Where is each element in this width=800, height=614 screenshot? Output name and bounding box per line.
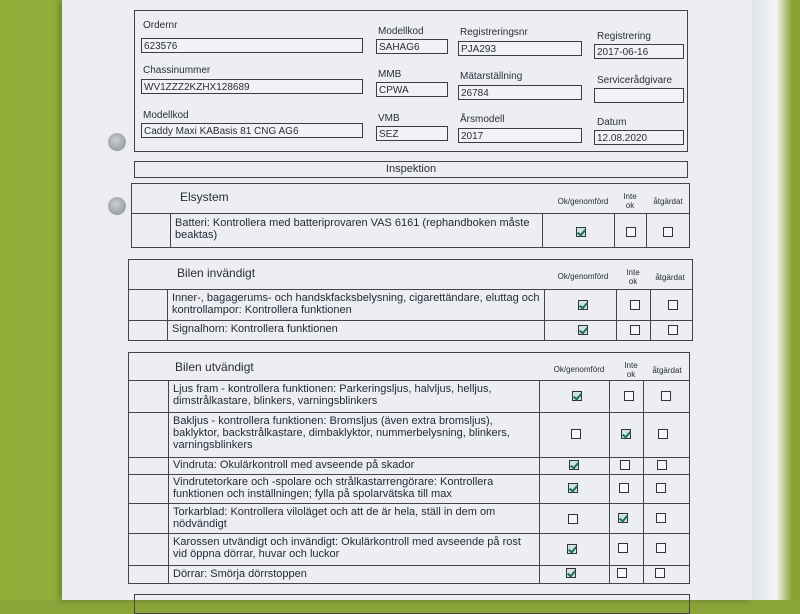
- paper-edge: [752, 0, 792, 600]
- inte-ok-checkbox[interactable]: [618, 513, 628, 523]
- atgardat-checkbox[interactable]: [663, 227, 673, 237]
- chassinummer-label: Chassinummer: [143, 65, 211, 76]
- ok-checkbox[interactable]: [576, 227, 586, 237]
- modellkod-field: SAHAG6: [376, 39, 448, 54]
- modellkod2-label: Modellkod: [143, 110, 189, 121]
- regnr-label: Registreringsnr: [460, 27, 528, 38]
- section-title-invandigt: Bilen invändigt: [177, 266, 256, 280]
- col-ok-header: Ok/genomförd: [557, 197, 609, 206]
- registrering-label: Registrering: [597, 31, 651, 42]
- ordernr-label: Ordernr: [143, 20, 178, 31]
- atgardat-checkbox[interactable]: [656, 513, 666, 523]
- list-item: Bakljus - kontrollera funktionen: Bromsljus (även extra bromsljus), baklyktor, backstrålkastare, dimbaklyktor, nummerbelysning, blinkers, varningsblinkers: [173, 415, 510, 451]
- registrering-field: 2017-06-16: [594, 44, 684, 59]
- ok-checkbox[interactable]: [578, 325, 588, 335]
- arsmodell-field: 2017: [458, 128, 582, 143]
- col-ok-header: Ok/genomförd: [557, 272, 609, 281]
- section-title-utvandigt: Bilen utvändigt: [175, 360, 254, 374]
- col-atgardat-header: åtgärdat: [655, 273, 685, 282]
- inte-ok-checkbox[interactable]: [620, 460, 630, 470]
- list-item: Inner-, bagagerums- och handskfacksbelysning, cigarettändare, eluttag och kontrollampor: Kontrollera funktionen: [172, 292, 540, 316]
- modellkod-label: Modellkod: [378, 26, 424, 37]
- vmb-field: SEZ: [376, 126, 448, 141]
- atgardat-checkbox[interactable]: [658, 429, 668, 439]
- list-item: Torkarblad: Kontrollera viloläget och att de är hela, ställ in dem om nödvändigt: [173, 506, 496, 530]
- section-title-elsystem: Elsystem: [180, 190, 229, 204]
- atgardat-checkbox[interactable]: [655, 568, 665, 578]
- inte-ok-checkbox[interactable]: [619, 483, 629, 493]
- atgardat-checkbox[interactable]: [668, 325, 678, 335]
- inte-ok-checkbox[interactable]: [626, 227, 636, 237]
- ok-checkbox[interactable]: [568, 483, 578, 493]
- inspektion-title: Inspektion: [385, 163, 437, 175]
- mmb-label: MMB: [378, 69, 402, 80]
- matarstallning-field: 26784: [458, 85, 582, 100]
- datum-label: Datum: [597, 117, 627, 128]
- col-inte-header: Inte ok: [624, 361, 638, 379]
- col-atgardat-header: åtgärdat: [652, 366, 682, 375]
- atgardat-checkbox[interactable]: [668, 300, 678, 310]
- inte-ok-checkbox[interactable]: [618, 543, 628, 553]
- inte-ok-checkbox[interactable]: [617, 568, 627, 578]
- list-item: Karossen utvändigt och invändigt: Okulärkontroll med avseende på rost vid öppna dörrar, huvar och luckor: [173, 536, 521, 560]
- col-inte-header: Inte ok: [626, 268, 640, 286]
- chassinummer-field: WV1ZZZ2KZHX128689: [141, 79, 363, 94]
- list-item: Ljus fram - kontrollera funktionen: Parkeringsljus, halvljus, helljus, dimstrålkastare, blinkers, varningsblinkers: [173, 383, 492, 407]
- matarstallning-label: Mätarställning: [460, 71, 523, 82]
- inte-ok-checkbox[interactable]: [624, 391, 634, 401]
- list-item: Batteri: Kontrollera med batteriprovaren VAS 6161 (rephandboken måste beaktas): [175, 217, 530, 241]
- datum-field: 12.08.2020: [594, 130, 684, 145]
- list-item: Vindrutetorkare och -spolare och strålkastarrengörare: Kontrollera funktionen och inställningen; fylla på spolarvätska till max: [173, 476, 494, 500]
- ok-checkbox[interactable]: [569, 460, 579, 470]
- servicerad-field: [594, 88, 684, 103]
- atgardat-checkbox[interactable]: [656, 483, 666, 493]
- punch-hole: [108, 133, 126, 151]
- vmb-label: VMB: [378, 113, 400, 124]
- atgardat-checkbox[interactable]: [661, 391, 671, 401]
- list-item: Signalhorn: Kontrollera funktionen: [172, 323, 338, 335]
- arsmodell-label: Årsmodell: [460, 114, 505, 125]
- col-atgardat-header: åtgärdat: [653, 197, 683, 206]
- list-item: Vindruta: Okulärkontroll med avseende på skador: [173, 459, 415, 471]
- regnr-field: PJA293: [458, 41, 582, 56]
- atgardat-checkbox[interactable]: [657, 460, 667, 470]
- punch-hole: [108, 197, 126, 215]
- next-section-box: [134, 594, 690, 614]
- inte-ok-checkbox[interactable]: [630, 325, 640, 335]
- servicerad-label: Servicerådgivare: [597, 75, 673, 86]
- modellkod2-field: Caddy Maxi KABasis 81 CNG AG6: [141, 123, 363, 138]
- mmb-field: CPWA: [376, 82, 448, 97]
- ok-checkbox[interactable]: [572, 391, 582, 401]
- inte-ok-checkbox[interactable]: [621, 429, 631, 439]
- inte-ok-checkbox[interactable]: [630, 300, 640, 310]
- list-item: Dörrar: Smörja dörrstoppen: [173, 568, 307, 580]
- ok-checkbox[interactable]: [567, 544, 577, 554]
- col-inte-header: Inte ok: [623, 192, 637, 210]
- ok-checkbox[interactable]: [566, 568, 576, 578]
- col-ok-header: Ok/genomförd: [553, 365, 605, 374]
- ordernr-field: 623576: [141, 38, 363, 53]
- ok-checkbox[interactable]: [571, 429, 581, 439]
- atgardat-checkbox[interactable]: [656, 543, 666, 553]
- ok-checkbox[interactable]: [578, 300, 588, 310]
- ok-checkbox[interactable]: [568, 514, 578, 524]
